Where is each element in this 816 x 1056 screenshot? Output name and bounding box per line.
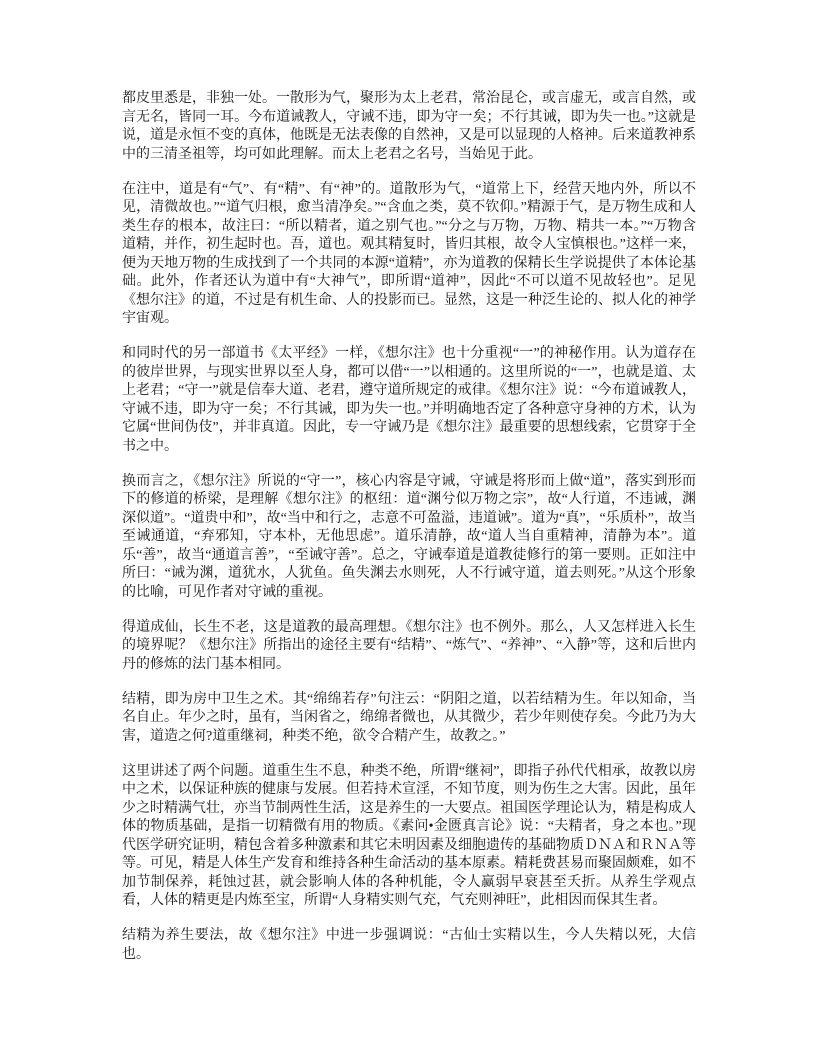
paragraph: 结精，即为房中卫生之术。其“绵绵若存”句注云：“阴阳之道，以若结精为生。年以知命，当名自止。年少之时，虽有，当闲省之，绵绵者微也，从其微少，若少年则使存矣。今此乃为大害，道造之何?道重继祠，种类不绝，欲令合精产生，故教之。” [122, 691, 696, 744]
paragraph: 这里讲述了两个问题。道重生生不息，种类不绝，所谓“继祠”，即指子孙代代相承，故教以房中之术，以保证种族的健康与发展。但若持术宣淫，不知节度，则为伤生之大害。因此，虽年少之时精满气壮，亦当节制两性生活，这是养生的一大要点。祖国医学理论认为，精是构成人体的物质基础，是指一切精微有用的物质。《素问•金匮真言论》说：“夫精者，身之本也。”现代医学研究证明，精包含着多种激素和其它未明因素及细胞遗传的基础物质ＤＮＡ和ＲＮＡ等等。可见，精是人体生产发育和维持各种生命活动的基本原素。精耗费甚易而聚固颇难，如不加节制保养，耗蚀过甚，就会影响人体的各种机能，令人赢弱早衰甚至夭折。从养生学观点看，人体的精更是内炼至宝，所谓“人身精实则气充，气充则神旺”，此相因而保其生者。 [122, 763, 696, 908]
paragraph: 得道成仙，长生不老，这是道教的最高理想。《想尔注》也不例外。那么，人又怎样进入长生的境界呢？《想尔注》所指出的途径主要有“结精”、“炼气”、“养神”、“入静”等，这和后世内丹的修炼的法门基本相同。 [122, 619, 696, 672]
paragraph: 和同时代的另一部道书《太平经》一样，《想尔注》也十分重视“一”的神秘作用。认为道存在的彼岸世界，与现实世界以至人身，都可以借“一”以相通的。这里所说的“一”，也就是道、太上老君；“守一”就是信奉大道、老君，遵守道所规定的戒律。《想尔注》说：“今布道诫教人，守诫不违，即为守一矣；不行其诫，即为失一也。”并明确地否定了各种意守身神的方术，认为它属“世间伪伎”，并非真道。因此，专一守诫乃是《想尔注》最重要的思想线索，它贯穿于全书之中。 [122, 346, 696, 454]
paragraph: 在注中，道是有“气”、有“精”、有“神”的。道散形为气，“道常上下，经营天地内外，所以不见，清微故也。”“道气归根，愈当清净矣。”“含血之类，莫不钦仰。”精源于气，是万物生成和人类生存的根本，故注曰：“所以精者，道之别气也。”“分之与万物，万物、精共一本。”“万物含道精，并作，初生起时也。吾，道也。观其精复时，皆归其根，故令人宝慎根也。”这样一来，便为天地万物的生成找到了一个共同的本源“道精”，亦为道教的保精长生学说提供了本体论基础。此外，作者还认为道中有“大神气”，即所谓“道神”，因此“不可以道不见故轻也”。足见《想尔注》的道，不过是有机生命、人的投影而已。显然，这是一种泛生论的、拟人化的神学宇宙观。 [122, 181, 696, 326]
paragraph: 结精为养生要法，故《想尔注》中进一步强调说：“古仙士实精以生，今人失精以死，大信也。 [122, 928, 696, 962]
paragraph: 都皮里悉是，非独一处。一散形为气，聚形为太上老君，常治昆仑，或言虚无，或言自然，或言无名，皆同一耳。今布道诫教人，守诫不违，即为守一矣；不行其诫，即为失一也。”这就是说，道是永恒不变的真体，他既是无法表像的自然神，又是可以显现的人格神。后来道教神系中的三清圣祖等，均可如此理解。而太上老君之名号，当始见于此。 [122, 91, 696, 162]
text-body [122, 90, 696, 964]
paragraph: 换而言之，《想尔注》所说的“守一”，核心内容是守诫，守诫是将形而上做“道”，落实到形而下的修道的桥梁，是理解《想尔注》的枢纽：道“渊兮似万物之宗”，故“人行道，不违诫，渊深似道”。“道贵中和”，故“当中和行之，志意不可盈溢，违道诫”。道为“真”，“乐质朴”，故当至诫通道，“弃邪知，守本朴，无他思虑”。道乐清静，故“道人当自重精神，清静为本”。道乐“善”，故当“通道言善”，“至诫守善”。总之，守诫奉道是道教徒修行的第一要则。正如注中所曰：“诫为渊，道犹水，人犹鱼。鱼失渊去水则死，人不行诫守道，道去则死。”从这个形象的比喻，可见作者对守诫的重视。 [122, 473, 696, 600]
